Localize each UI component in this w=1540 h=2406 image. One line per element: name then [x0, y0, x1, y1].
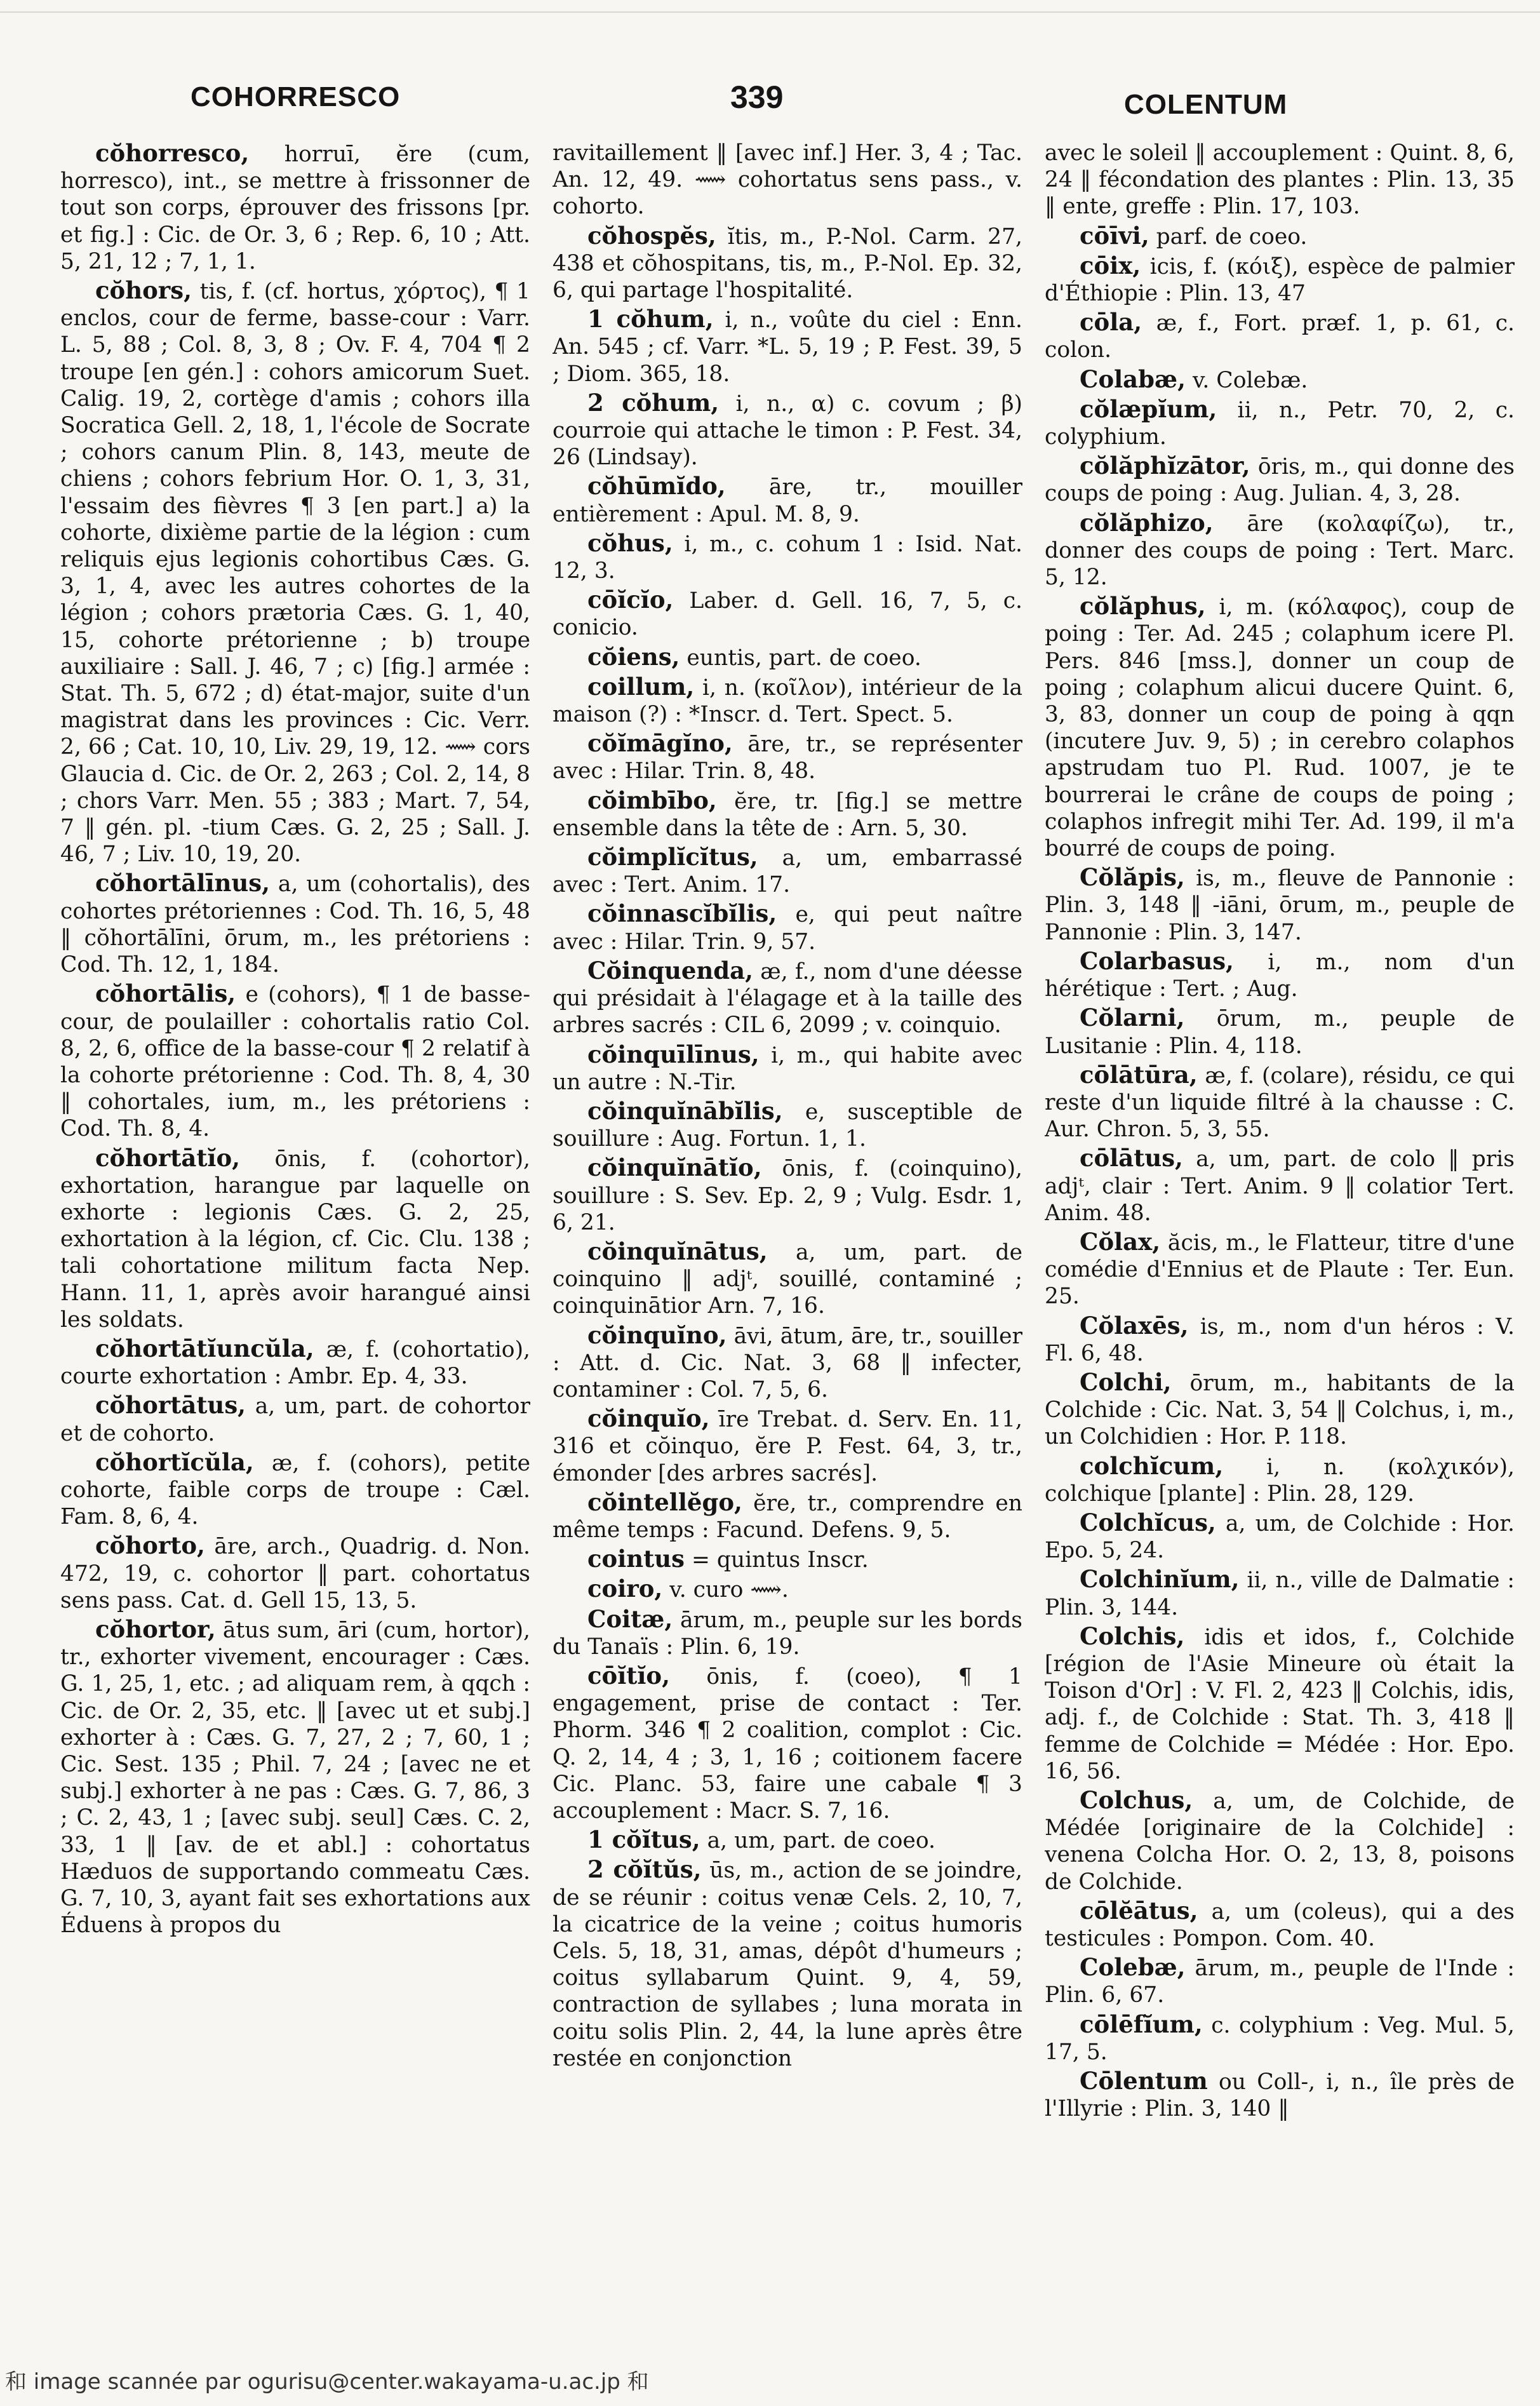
- entry-headword: cŏinnascĭbĭlis,: [587, 899, 777, 928]
- entry-headword: cōlātūra,: [1080, 1060, 1198, 1089]
- entry-headword: cŏinquĭnātĭo,: [587, 1153, 762, 1182]
- dictionary-entry: [60, 277, 530, 868]
- dictionary-entry: [552, 1662, 1022, 1824]
- entry-definition: i, m., qui habite avec un autre : N.-Tir.: [552, 1042, 1022, 1095]
- page-header: [0, 0, 1540, 140]
- dictionary-entry: [552, 1575, 1022, 1603]
- entry-definition: i, n., voûte du ciel : Enn. An. 545 ; cf. Varr. *L. 5, 19 ; P. Fest. 39, 5 ; Diom. 365, 18.: [552, 307, 1022, 387]
- entry-headword: cŏlăphus,: [1080, 592, 1206, 621]
- entry-definition: æ, f. (colare), résidu, ce qui reste d'un liquide filtré à la chausse : C. Aur. Chron. 5, 3, 55.: [1045, 1063, 1515, 1143]
- entry-definition: i, m., nom d'un hérétique : Tert. ; Aug.: [1045, 949, 1515, 1002]
- entry-headword: cŏlăphĭzātor,: [1080, 452, 1250, 480]
- entry-definition: ĕre, tr. [fig.] se mettre ensemble dans la tête de : Arn. 5, 30.: [552, 788, 1022, 841]
- entry-definition: a, um, de Colchide, de Médée [originaire de la Colchide] : venena Colcha Hor. O. 2, 13, 8, poisons de Colchide.: [1045, 1788, 1515, 1895]
- entry-headword: 1 cŏhum,: [587, 305, 714, 333]
- dictionary-entry: [1045, 1453, 1515, 1507]
- dictionary-entry: [552, 1545, 1022, 1573]
- dictionary-entry: [552, 1238, 1022, 1320]
- entry-headword: 2 cŏĭtŭs,: [587, 1855, 702, 1884]
- entry-definition: is, m., fleuve de Pannonie : Plin. 3, 148 ‖ -iāni, ōrum, m., peuple de Pannonie : Plin. 3, 147.: [1045, 866, 1515, 945]
- entry-headword: colchĭcum,: [1080, 1451, 1224, 1480]
- dictionary-entry: [1045, 1787, 1515, 1895]
- dictionary-entry: [1045, 222, 1515, 250]
- dictionary-entry: [552, 306, 1022, 387]
- entry-headword: Colarbasus,: [1080, 946, 1234, 975]
- entry-definition: ūs, m., action de se joindre, de se réunir : coitus venæ Cels. 2, 10, 7, la cicatrice de la veine ; coitus humoris Cels. 5, 18, 31, amas, dépôt d'humeurs ; coitus syllabarum Quint. 9, 4, 59, contraction de syllabes ; luna morata in coitu solis Plin. 2, 44, la lune après être restée en conjonction: [552, 1858, 1022, 2071]
- entry-definition: idis et idos, f., Colchide [région de l'Asie Mineure où était la Toison d'Or] : V. Fl. 2, 423 ‖ Colchis, idis, adj. f., de Colchide : Stat. Th. 3, 418 ‖ femme de Colchide = Médée : Hor. Epo. 16, 56.: [1045, 1624, 1515, 1784]
- entry-definition: parf. de coeo.: [1156, 224, 1308, 250]
- entry-definition: c. colyphium : Veg. Mul. 5, 17, 5.: [1045, 2012, 1515, 2065]
- entry-definition: ātus sum, āri (cum, hortor), tr., exhorter vivement, encourager : Cæs. G. 1, 25, 1, etc. ; ad aliquam rem, à qqch : Cic. de Or. 2, 35, etc. ‖ [avec ut et subj.] exhorter à : Cæs. G. 7, 27, 2 ; 7, 60, 1 ; Cic. Sest. 135 ; Phil. 7, 24 ; [avec ne et subj.] exhorter à ne pas : Cæs. G. 7, 86, 3 ; C. 2, 43, 1 ; [avec subj. seul] Cæs. C. 2, 33, 1 ‖ [av. de et abl.] : cohortatus Hæduos de supportando commeatu Cæs. G. 7, 10, 3, ayant fait ses exhortations aux Éduens à propos du: [60, 1617, 530, 1939]
- dictionary-entry: [1045, 366, 1515, 394]
- entry-definition: æ, f. (cohors), petite cohorte, faible corps de troupe : Cæl. Fam. 8, 6, 4.: [60, 1450, 530, 1530]
- entry-definition: e (cohors), ¶ 1 de basse-cour, de poulailler : cohortalis ratio Col. 8, 2, 6, office de la basse-cour ¶ 2 relatif à la cohorte prétorienne : Cod. Th. 8, 4, 30 ‖ cohortales, ium, m., les prétoriens : Cod. Th. 8, 4.: [60, 982, 530, 1142]
- entry-definition: avec le soleil ‖ accouplement : Quint. 8, 6, 24 ‖ fécondation des plantes : Plin. 13, 35 ‖ ente, greffe : Plin. 17, 103.: [1045, 140, 1515, 220]
- dictionary-entry: [1045, 140, 1515, 220]
- dictionary-entry: [1045, 948, 1515, 1002]
- dictionary-entry: [1045, 252, 1515, 307]
- entry-headword: cŏĭmāgĭno,: [587, 729, 733, 758]
- entry-definition: æ, f., Fort. præf. 1, p. 61, c. colon.: [1045, 311, 1515, 363]
- dictionary-entry: [552, 530, 1022, 584]
- entry-definition: a, um, part. de coinquino ‖ adjᵗ, souillé, contaminé ; coinquinātior Arn. 7, 16.: [552, 1239, 1022, 1319]
- dictionary-entry: [552, 730, 1022, 784]
- entry-headword: Cŏinquenda,: [587, 956, 754, 985]
- dictionary-entry: [1045, 1509, 1515, 1564]
- entry-headword: cŏinquĭnātus,: [587, 1237, 768, 1265]
- dictionary-entry: [1045, 1004, 1515, 1059]
- entry-definition: ōrum, m., peuple de Lusitanie : Plin. 4, 118.: [1045, 1006, 1515, 1059]
- dictionary-entry: [552, 586, 1022, 641]
- entry-definition: e, susceptible de souillure : Aug. Fortun. 1, 1.: [552, 1099, 1022, 1152]
- dictionary-entry: [1045, 1954, 1515, 2008]
- entry-headword: cŏhūmĭdo,: [587, 472, 726, 501]
- entry-definition: ii, n., ville de Dalmatie : Plin. 3, 144.: [1045, 1568, 1515, 1620]
- entry-headword: Cŏlaxēs,: [1080, 1311, 1189, 1340]
- left-running-headword: COHORRESCO: [191, 81, 401, 112]
- dictionary-entry: [60, 980, 530, 1142]
- entry-definition: horruī, ĕre (cum, horresco), int., se mettre à frissonner de tout son corps, éprouver des frissons [pr. et fig.] : Cic. de Or. 3, 6 ; Rep. 6, 10 ; Att. 5, 21, 12 ; 7, 1, 1.: [60, 142, 530, 274]
- dictionary-entry: [552, 1154, 1022, 1236]
- dictionary-entry: [552, 957, 1022, 1039]
- entry-definition: āre (κολαφίζω), tr., donner des coups de poing : Tert. Marc. 5, 12.: [1045, 511, 1515, 591]
- entry-definition: a, um, de Colchide : Hor. Epo. 5, 24.: [1045, 1510, 1515, 1564]
- entry-headword: cŏinquĭno,: [587, 1321, 727, 1349]
- entry-definition: āre, arch., Quadrig. d. Non. 472, 19, c. cohortor ‖ part. cohortatus sens pass. Cat. d. Gell 15, 13, 5.: [60, 1534, 530, 1613]
- dictionary-entry: [552, 1405, 1022, 1487]
- column-right: [1045, 140, 1515, 2344]
- entry-headword: cŏhortĭcŭla,: [95, 1448, 254, 1476]
- dictionary-entry: [1045, 309, 1515, 363]
- entry-definition: Laber. d. Gell. 16, 7, 5, c. conicio.: [552, 588, 1022, 641]
- dictionary-entry: [60, 1616, 530, 1939]
- column-left: [60, 140, 530, 2344]
- dictionary-entry: [1045, 864, 1515, 946]
- entry-headword: cŏhortātĭo,: [95, 1143, 241, 1172]
- entry-headword: cōlēfĭum,: [1080, 2010, 1203, 2038]
- dictionary-entry: [552, 1041, 1022, 1096]
- entry-definition: ii, n., Petr. 70, 2, c. colyphium.: [1045, 397, 1515, 450]
- dictionary-entry: [1045, 1566, 1515, 1620]
- dictionary-entry: [1045, 1061, 1515, 1143]
- dictionary-entry: [1045, 593, 1515, 862]
- entry-definition: icis, f. (κόιξ), espèce de palmier d'Éthiopie : Plin. 13, 47: [1045, 253, 1515, 307]
- entry-definition: īre Trebat. d. Serv. En. 11, 316 et cŏinquo, ĕre P. Fest. 64, 3, tr., émonder [des arbres sacrés].: [552, 1407, 1022, 1486]
- entry-headword: Cōlentum: [1080, 2067, 1208, 2095]
- entry-headword: cŏhortātus,: [95, 1391, 246, 1420]
- dictionary-entry: [1045, 396, 1515, 450]
- entry-headword: Cŏlăpis,: [1080, 863, 1185, 892]
- entry-definition: ārum, m., peuple de l'Inde : Plin. 6, 67.: [1045, 1956, 1515, 2008]
- entry-definition: ōnis, f. (coinquino), souillure : S. Sev. Ep. 2, 9 ; Vulg. Esdr. 1, 6, 21.: [552, 1156, 1022, 1235]
- entry-headword: coillum,: [587, 672, 695, 701]
- entry-definition: e, qui peut naître avec : Hilar. Trin. 9, 57.: [552, 902, 1022, 955]
- entry-definition: i, m. (κόλαφος), coup de poing : Ter. Ad. 245 ; colaphum icere Pl. Pers. 846 [mss.], donner un coup de poing ; colaphum alicui ducere Quint. 6, 3, 83, donner un coup de poing à qqn (incutere Juv. 9, 5) ; in cerebro colaphos apstrudam tuo Pl. Rud. 1007, je te bourrerai le crâne de coups de poing ; colaphos infregit mihi Ter. Ad. 199, il m'a bourré de coups de poing.: [1045, 595, 1515, 862]
- dictionary-entry: [60, 140, 530, 275]
- dictionary-entry: [1045, 509, 1515, 591]
- entry-headword: Colebæ,: [1080, 1953, 1186, 1982]
- dictionary-entry: [552, 1826, 1022, 1854]
- dictionary-entry: [1045, 1623, 1515, 1785]
- page-number: 339: [730, 79, 784, 115]
- entry-definition: a, um, part. de coeo.: [707, 1828, 935, 1854]
- entry-definition: āre, tr., mouiller entièrement : Apul. M. 8, 9.: [552, 474, 1022, 527]
- entry-headword: Colchus,: [1080, 1785, 1193, 1814]
- entry-definition: ou Coll-, i, n., île près de l'Illyrie : Plin. 3, 140 ‖: [1045, 2069, 1515, 2122]
- entry-definition: a, um, part. de colo ‖ pris adjᵗ, clair : Tert. Anim. 9 ‖ colatior Tert. Anim. 48.: [1045, 1146, 1515, 1226]
- dictionary-entry: [1045, 1312, 1515, 1367]
- column-middle: [552, 140, 1022, 2344]
- entry-definition: āre, tr., se représenter avec : Hilar. Trin. 8, 48.: [552, 732, 1022, 784]
- entry-headword: cōīvi,: [1080, 221, 1149, 250]
- dictionary-entry: [1045, 452, 1515, 507]
- entry-definition: æ, f. (cohortatio), courte exhortation : Ambr. Ep. 4, 33.: [60, 1336, 530, 1390]
- entry-definition: i, n. (κολχικόν), colchique [plante] : Plin. 28, 129.: [1045, 1454, 1515, 1507]
- dictionary-entry: [552, 900, 1022, 955]
- entry-definition: a, um, part. de cohortor et de cohorto.: [60, 1394, 530, 1446]
- dictionary-entry: [1045, 2011, 1515, 2066]
- entry-headword: cŏhors,: [95, 276, 192, 305]
- dictionary-entry: [552, 673, 1022, 728]
- entry-definition: ōnis, f. (coeo), ¶ 1 engagement, prise de contact : Ter. Phorm. 346 ¶ 2 coalition, complot : Cic. Q. 2, 14, 4 ; 3, 1, 16 ; coitionem facere Cic. Planc. 53, faire une cabale ¶ 3 accouplement : Macr. S. 7, 16.: [552, 1663, 1022, 1824]
- entry-definition: euntis, part. de coeo.: [686, 645, 921, 671]
- entry-definition: āvi, ātum, āre, tr., souiller : Att. d. Cic. Nat. 3, 68 ‖ infecter, contaminer : Col. 7, 5, 6.: [552, 1323, 1022, 1402]
- entry-definition: ōnis, f. (cohortor), exhortation, harangue par laquelle on exhorte : legionis Cæs. G. 2, 25, exhortation à la légion, cf. Cic. Clu. 138 ; tali cohortatione militum facta Nep. Hann. 11, 1, après avoir harangué ainsi les soldats.: [60, 1146, 530, 1333]
- entry-definition: ĕre, tr., comprendre en même temps : Facund. Defens. 9, 5.: [552, 1490, 1022, 1543]
- dictionary-entry: [1045, 1145, 1515, 1227]
- entry-headword: cŏlăphizo,: [1080, 508, 1214, 537]
- entry-definition: v. Colebæ.: [1192, 367, 1308, 393]
- entry-headword: Colchis,: [1080, 1622, 1185, 1650]
- dictionary-entry: [60, 1335, 530, 1390]
- entry-headword: cŏhospĕs,: [587, 221, 716, 250]
- dictionary-entry: [552, 1322, 1022, 1404]
- entry-definition: ĭtis, m., P.-Nol. Carm. 27, 438 et cŏhospitans, tis, m., P.-Nol. Ep. 32, 6, qui partage l'hospitalité.: [552, 224, 1022, 304]
- entry-definition: tis, f. (cf. hortus, χόρτος), ¶ 1 enclos, cour de ferme, basse-cour : Varr. L. 5, 88 ; Col. 8, 3, 8 ; Ov. F. 4, 704 ¶ 2 troupe [en gén.] : cohors amicorum Suet. Calig. 19, 2, cortège d'amis ; cohors illa Socratica Gell. 2, 18, 1, l'école de Socrate ; cohors canum Plin. 8, 143, meute de chiens ; cohors febrium Hor. O. 1, 3, 31, l'essaim des fièvres ¶ 3 [en part.] a) la cohorte, dixième partie de la légion : cum reliquis ejus legionis cohortibus Cæs. G. 3, 1, 4, avec les autres cohortes de la légion ; cohors prætoria Cæs. G. 1, 40, 15, cohorte prétorienne ; b) troupe auxiliaire : Sall. J. 46, 7 ; c) [fig.] armée : Stat. Th. 5, 672 ; d) état-major, suite d'un magistrat dans les provinces : Cic. Verr. 2, 66 ; Cat. 10, 10, Liv. 29, 19, 12. ⟿ cors Glaucia d. Cic. de Or. 2, 263 ; Col. 2, 14, 8 ; chors Varr. Men. 55 ; 383 ; Mart. 7, 54, 7 ‖ gén. pl. -tium Cæs. G. 2, 25 ; Sall. J. 46, 7 ; Liv. 10, 19, 20.: [60, 279, 530, 868]
- entry-definition: i, n., α) c. covum ; β) courroie qui attache le timon : P. Fest. 34, 26 (Lindsay).: [552, 391, 1022, 471]
- entry-headword: cŏlæpĭum,: [1080, 394, 1217, 423]
- dictionary-entry: [552, 1856, 1022, 2072]
- entry-headword: Cŏlarni,: [1080, 1004, 1185, 1032]
- entry-definition: a, um (cohortalis), des cohortes prétoriennes : Cod. Th. 16, 5, 48 ‖ cŏhortālīni, ōrum, m., les prétoriens : Cod. Th. 12, 1, 184.: [60, 871, 530, 978]
- entry-headword: cōĭcĭo,: [587, 586, 674, 614]
- right-running-headword: COLENTUM: [1124, 89, 1288, 120]
- dictionary-entry: [60, 1532, 530, 1614]
- dictionary-columns: [60, 140, 1515, 2344]
- entry-headword: cŏhortālīnus,: [95, 869, 270, 897]
- entry-headword: cōix,: [1080, 251, 1141, 279]
- dictionary-entry: [552, 473, 1022, 527]
- entry-definition: ăcis, m., le Flatteur, titre d'une comédie d'Ennius et de Plaute : Ter. Eun. 25.: [1045, 1230, 1515, 1310]
- entry-headword: Colchinĭum,: [1080, 1565, 1240, 1594]
- entry-headword: cŏimplĭcĭtus,: [587, 843, 758, 871]
- dictionary-entry: [552, 1098, 1022, 1152]
- entry-headword: cōĭtĭo,: [587, 1661, 670, 1690]
- entry-headword: Colabæ,: [1080, 365, 1186, 393]
- entry-definition: i, n. (κοῖλον), intérieur de la maison (?) : *Inscr. d. Tert. Spect. 5.: [552, 675, 1022, 728]
- dictionary-entry: [552, 1606, 1022, 1660]
- dictionary-entry: [1045, 1369, 1515, 1451]
- dictionary-entry: [60, 1145, 530, 1333]
- dictionary-entry: [60, 1449, 530, 1531]
- entry-definition: ōris, m., qui donne des coups de poing : Aug. Julian. 4, 3, 28.: [1045, 454, 1515, 507]
- dictionary-entry: [1045, 1897, 1515, 1952]
- dictionary-entry: [552, 1489, 1022, 1543]
- entry-definition: a, um, embarrassé avec : Tert. Anim. 17.: [552, 845, 1022, 898]
- entry-definition: ārum, m., peuple sur les bords du Tanaïs : Plin. 6, 19.: [552, 1607, 1022, 1660]
- dictionary-entry: [1045, 2067, 1515, 2122]
- dictionary-entry: [552, 140, 1022, 220]
- dictionary-entry: [552, 643, 1022, 671]
- scan-credit: 和 image scannée par ogurisu@center.wakayama-u.ac.jp 和: [5, 2369, 649, 2395]
- entry-headword: cōlātus,: [1080, 1144, 1183, 1173]
- dictionary-entry: [1045, 1228, 1515, 1310]
- dictionary-entry: [552, 843, 1022, 898]
- dictionary-entry: [552, 389, 1022, 471]
- dictionary-entry: [60, 870, 530, 978]
- dictionary-entry: [60, 1392, 530, 1446]
- entry-definition: ravitaillement ‖ [avec inf.] Her. 3, 4 ; Tac. An. 12, 49. ⟿ cohortatus sens pass., v. cohorto.: [552, 140, 1022, 220]
- dictionary-entry: [552, 787, 1022, 842]
- entry-headword: cŏimbībo,: [587, 786, 717, 814]
- entry-headword: cōlĕātus,: [1080, 1896, 1198, 1925]
- entry-headword: cŏhortor,: [95, 1615, 216, 1643]
- entry-headword: cŏinquĭo,: [587, 1404, 710, 1433]
- entry-headword: Coitæ,: [587, 1604, 673, 1633]
- entry-headword: Colchĭcus,: [1080, 1508, 1216, 1536]
- entry-headword: coiro,: [587, 1575, 663, 1603]
- entry-definition: a, um (coleus), qui a des testicules : Pompon. Com. 40.: [1045, 1899, 1515, 1951]
- entry-headword: Colchi,: [1080, 1368, 1172, 1396]
- entry-definition: is, m., nom d'un héros : V. Fl. 6, 48.: [1045, 1314, 1515, 1366]
- entry-headword: Cŏlax,: [1080, 1227, 1161, 1256]
- entry-headword: cŏinquĭnābĭlis,: [587, 1096, 783, 1125]
- entry-headword: cŏhorto,: [95, 1531, 205, 1560]
- entry-definition: æ, f., nom d'une déesse qui présidait à l'élagage et à la taille des arbres sacrés : CIL 6, 2099 ; v. coinquio.: [552, 958, 1022, 1038]
- entry-headword: cointus: [587, 1545, 685, 1573]
- entry-headword: 1 cŏĭtus,: [587, 1825, 700, 1854]
- entry-headword: cŏhus,: [587, 528, 673, 557]
- entry-headword: 2 cŏhum,: [587, 388, 720, 417]
- entry-definition: ōrum, m., habitants de la Colchide : Cic. Nat. 3, 54 ‖ Colchus, i, m., un Colchidien : Hor. P. 118.: [1045, 1370, 1515, 1450]
- entry-definition: = quintus Inscr.: [691, 1547, 869, 1573]
- entry-headword: cŏiens,: [587, 642, 680, 671]
- entry-headword: cōla,: [1080, 308, 1142, 337]
- entry-headword: cŏhortātĭuncŭla,: [95, 1334, 314, 1362]
- entry-headword: cŏhorresco,: [95, 140, 250, 167]
- entry-headword: cŏinquīlīnus,: [587, 1040, 760, 1068]
- entry-headword: cŏintellĕgo,: [587, 1488, 742, 1516]
- entry-headword: cŏhortālis,: [95, 979, 236, 1008]
- entry-definition: v. curo ⟿.: [669, 1577, 789, 1603]
- dictionary-entry: [552, 222, 1022, 304]
- entry-definition: i, m., c. cohum 1 : Isid. Nat. 12, 3.: [552, 531, 1022, 584]
